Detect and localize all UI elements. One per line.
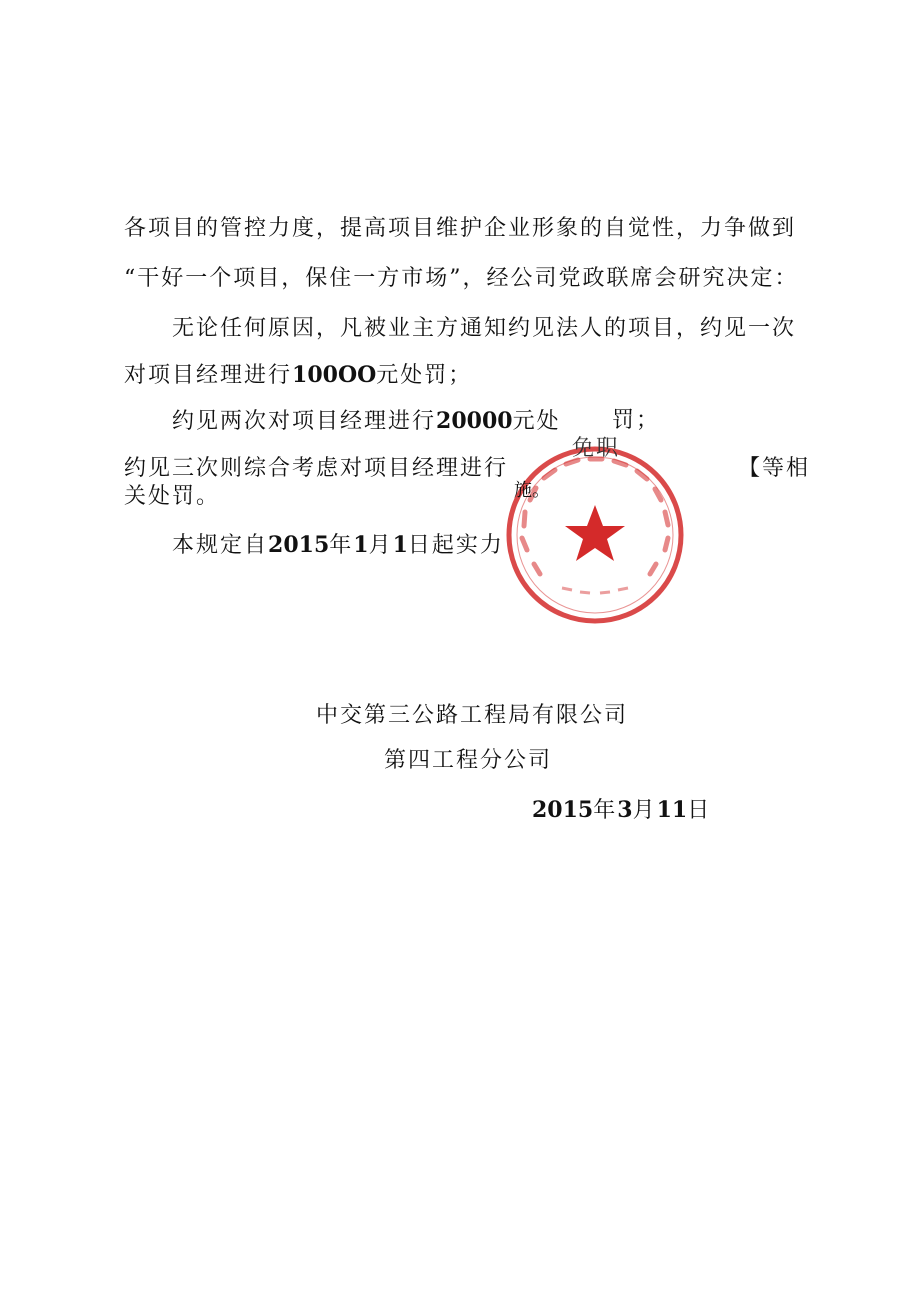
effective-month: 1 <box>353 532 369 558</box>
rule-1-amount: 100OO <box>292 362 377 388</box>
paragraph-line-2: “干好一个项目，保住一方市场”，经公司党政联席会研究决定： <box>124 266 799 291</box>
effective-day: 1 <box>392 532 408 558</box>
date-year: 2015 <box>532 797 594 823</box>
effective-year: 2015 <box>268 532 330 558</box>
paragraph-line-1: 各项目的管控力度，提高项目维护企业形象的自觉性，力争做到 <box>124 216 797 241</box>
rule-2-text-a: 约见两次对项目经理进行 <box>172 409 437 434</box>
rule-1-line-2 <box>124 362 472 389</box>
rule-2-text-c: 罚； <box>612 408 661 433</box>
date-month-unit: 月 <box>632 798 657 823</box>
company-name: 中交第三公路工程局有限公司 <box>316 703 629 728</box>
effective-month-unit: 月 <box>368 533 393 558</box>
effective-date-line <box>172 532 504 559</box>
effective-text-a: 本规定自 <box>172 533 269 558</box>
rule-2-line <box>172 408 561 435</box>
rule-3-overlay-text-2: 施。 <box>514 480 550 501</box>
rule-3-overlay-text: 免职 <box>572 436 621 461</box>
document-date <box>532 797 711 824</box>
rule-1-text-a: 对项目经理进行 <box>124 363 293 388</box>
date-month: 3 <box>617 797 633 823</box>
effective-day-unit: 日起实力 <box>407 533 504 558</box>
rule-1-text-b: 元处罚； <box>376 363 473 388</box>
date-year-unit: 年 <box>593 798 618 823</box>
date-day: 11 <box>656 797 688 823</box>
rule-2-amount: 20000 <box>436 408 513 434</box>
company-seal <box>500 440 690 630</box>
star-icon <box>565 505 625 561</box>
rule-3-line-1-b: 【等相 <box>738 456 811 481</box>
rule-3-line-2: 关处罚。 <box>124 484 221 509</box>
rule-2-text-b: 元处 <box>512 409 561 434</box>
date-day-unit: 日 <box>687 798 712 823</box>
branch-name: 第四工程分公司 <box>384 748 553 773</box>
seal-graphic <box>500 440 690 630</box>
effective-year-unit: 年 <box>329 533 354 558</box>
rule-3-line-1-a: 约见三次则综合考虑对项目经理进行 <box>124 456 509 481</box>
rule-1-line-1: 无论任何原因，凡被业主方通知约见法人的项目，约见一次 <box>172 316 797 341</box>
